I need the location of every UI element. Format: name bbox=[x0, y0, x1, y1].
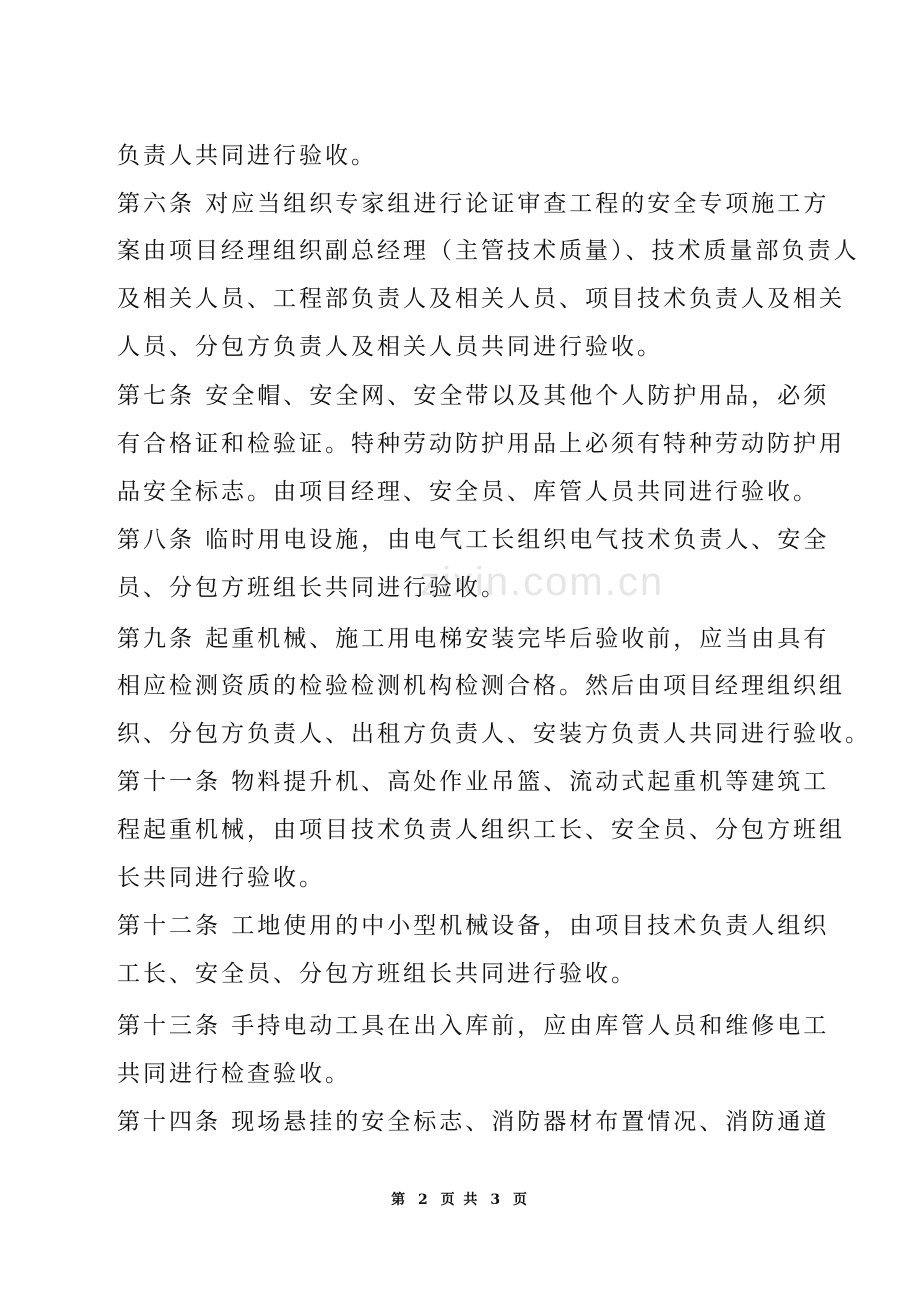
text-line: 第十一条 物料提升机、高处作业吊篮、流动式起重机等建筑工 bbox=[117, 769, 830, 795]
text-line: 第十二条 工地使用的中小型机械设备，由项目技术负责人组织 bbox=[117, 913, 830, 939]
text-line: 第六条 对应当组织专家组进行论证审查工程的安全专项施工方 bbox=[117, 191, 830, 217]
text-line: 程起重机械，由项目技术负责人组织工长、安全员、分包方班组 bbox=[117, 817, 845, 843]
text-line: 工长、安全员、分包方班组长共同进行验收。 bbox=[117, 961, 637, 987]
text-line: 及相关人员、工程部负责人及相关人员、项目技术负责人及相关 bbox=[117, 286, 845, 312]
text-line: 第八条 临时用电设施，由电气工长组织电气技术负责人、安全 bbox=[117, 527, 830, 553]
footer-prefix: 第 bbox=[391, 1192, 408, 1208]
text-line: 品安全标志。由项目经理、安全员、库管人员共同进行验收。 bbox=[117, 479, 819, 505]
footer-suffix: 页 bbox=[512, 1192, 529, 1208]
text-line: 负责人共同进行验收。 bbox=[117, 143, 377, 169]
text-line: 员、分包方班组长共同进行验收。 bbox=[117, 575, 507, 601]
watermark: zixin.com.cn bbox=[420, 560, 665, 604]
text-line: 案由项目经理组织副总经理（主管技术质量）、技术质量部负责人 bbox=[117, 238, 860, 264]
page-footer bbox=[0, 1189, 920, 1209]
page-total: 3 bbox=[490, 1192, 503, 1208]
text-line: 第十三条 手持电动工具在出入库前，应由库管人员和维修电工 bbox=[117, 1013, 830, 1039]
text-line: 第十四条 现场悬挂的安全标志、消防器材布置情况、消防通道 bbox=[117, 1109, 830, 1135]
text-line: 共同进行检查验收。 bbox=[117, 1061, 351, 1087]
page-number: 2 bbox=[417, 1192, 430, 1208]
text-line: 长共同进行验收。 bbox=[117, 865, 325, 891]
text-line: 第七条 安全帽、安全网、安全带以及其他个人防护用品，必须 bbox=[117, 383, 830, 409]
text-line: 织、分包方负责人、出租方负责人、安装方负责人共同进行验收。 bbox=[117, 721, 871, 747]
footer-middle: 页 共 bbox=[440, 1192, 480, 1208]
text-line: 有合格证和检验证。特种劳动防护用品上必须有特种劳动防护用 bbox=[117, 431, 845, 457]
text-line: 相应检测资质的检验检测机构检测合格。然后由项目经理组织组 bbox=[117, 673, 845, 699]
text-line: 人员、分包方负责人及相关人员共同进行验收。 bbox=[117, 334, 663, 360]
text-line: 第九条 起重机械、施工用电梯安装完毕后验收前，应当由具有 bbox=[117, 626, 830, 652]
